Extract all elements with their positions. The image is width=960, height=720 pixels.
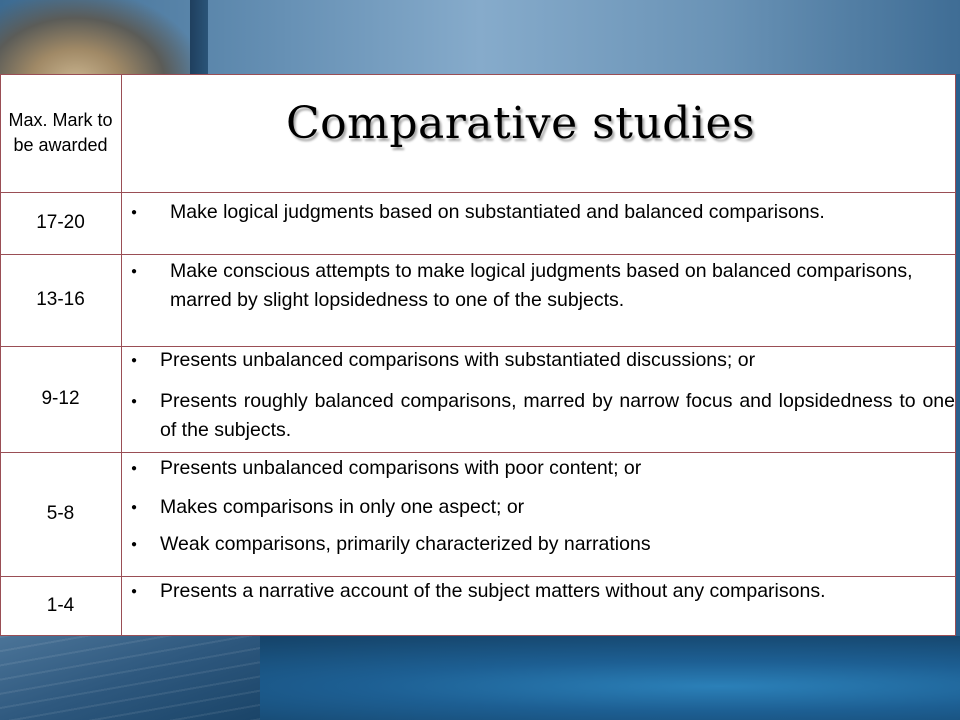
background-band [190, 0, 208, 74]
mark-range: 17-20 [36, 212, 85, 233]
row-divider [0, 74, 956, 75]
table-border-right [955, 74, 956, 636]
criterion-text: Presents a narrative account of the subject matters without any comparisons. [160, 580, 826, 602]
criterion-text: Weak comparisons, primarily characterized by narrations [160, 533, 651, 555]
bullet-icon: ● [131, 502, 138, 513]
row-divider [0, 635, 956, 636]
criterion-text: Presents unbalanced comparisons with poor content; or [160, 457, 642, 479]
mark-range: 1-4 [46, 594, 75, 616]
criterion-text: Makes comparisons in only one aspect; or [160, 496, 525, 518]
criterion-text: Make conscious attempts to make logical judgments based on balanced comparisons, marred by slight lopsidedness to one of the subjects. [170, 260, 913, 311]
bullet-icon: ● [131, 266, 138, 277]
bullet-icon: ● [131, 463, 138, 474]
criterion-item [131, 257, 926, 315]
mark-range: 13-16 [36, 289, 85, 310]
criterion-item [131, 454, 951, 483]
background-texture [0, 636, 260, 720]
criterion-text: Presents roughly balanced comparisons, marred by narrow focus and lopsidedness to one of the subjects. [160, 390, 955, 441]
criterion-item [131, 198, 871, 226]
bullet-icon: ● [131, 207, 138, 218]
mark-range: 5-8 [46, 503, 75, 524]
rubric-table [0, 74, 956, 636]
criterion-text: Presents unbalanced comparisons with substantiated discussions; or [160, 349, 756, 371]
row-divider [0, 254, 956, 255]
slide-title: Comparative studies [286, 98, 756, 149]
criterion-item [131, 493, 951, 522]
criterion-text: Make logical judgments based on substantiated and balanced comparisons. [170, 201, 825, 223]
criterion-item [131, 346, 951, 375]
background-photo-coin [0, 0, 190, 74]
bullet-icon: ● [131, 355, 138, 366]
row-divider [0, 192, 956, 193]
criterion-item [131, 530, 951, 559]
bullet-icon: ● [131, 396, 138, 407]
row-divider [0, 452, 956, 453]
mark-range: 9-12 [41, 388, 80, 409]
bullet-icon: ● [131, 586, 138, 597]
bullet-icon: ● [131, 539, 138, 550]
column-divider [121, 74, 122, 636]
criterion-item [131, 387, 955, 445]
criterion-item [131, 577, 955, 606]
header-max-mark: Max. Mark to be awarded [8, 110, 113, 155]
